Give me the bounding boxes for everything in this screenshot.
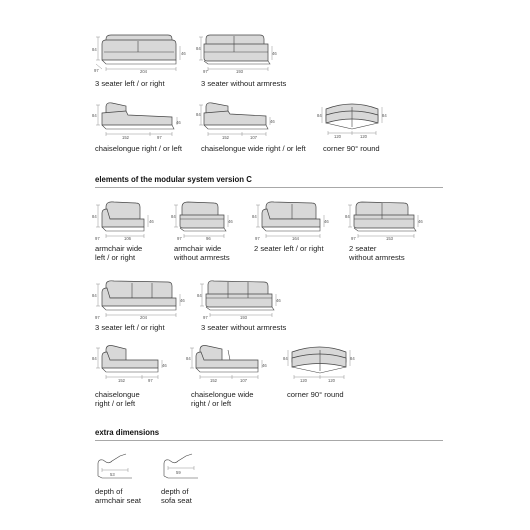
- svg-text:120: 120: [334, 134, 341, 139]
- svg-text:164: 164: [292, 236, 299, 241]
- svg-text:84: 84: [92, 47, 97, 52]
- svg-text:204: 204: [140, 315, 147, 320]
- svg-text:84: 84: [186, 356, 191, 361]
- caption-two-seater-left: 2 seater left / or right: [254, 244, 324, 253]
- svg-text:152: 152: [210, 378, 217, 383]
- svg-text:46: 46: [324, 219, 329, 224]
- svg-text:46: 46: [270, 119, 275, 124]
- svg-text:120: 120: [360, 134, 367, 139]
- svg-text:46: 46: [176, 120, 181, 125]
- svg-text:204: 204: [140, 69, 147, 74]
- svg-text:152: 152: [118, 378, 125, 383]
- svg-text:84: 84: [92, 214, 97, 219]
- three-seater-no-arm-c-drawing: [198, 276, 282, 320]
- svg-text:152: 152: [122, 135, 129, 140]
- svg-text:97: 97: [95, 236, 100, 241]
- caption-armchair-wide: armchair wide left / or right: [95, 244, 143, 263]
- svg-text:46: 46: [262, 363, 267, 368]
- sofa-seat-depth-drawing: [158, 450, 206, 486]
- svg-text:107: 107: [250, 135, 257, 140]
- chaiselongue-right-drawing: [92, 97, 182, 141]
- svg-text:96: 96: [206, 236, 211, 241]
- three-seater-no-arm-drawing: [198, 30, 278, 74]
- svg-text:97: 97: [148, 378, 153, 383]
- svg-text:53: 53: [110, 472, 115, 477]
- svg-text:46: 46: [181, 51, 186, 56]
- svg-text:97: 97: [95, 315, 100, 320]
- svg-text:97: 97: [203, 69, 208, 74]
- svg-text:46: 46: [228, 219, 233, 224]
- svg-text:84: 84: [283, 356, 288, 361]
- caption-chaiselongue-right: chaiselongue right / or left: [95, 144, 182, 153]
- caption-corner-round-c: corner 90° round: [287, 390, 344, 399]
- section-divider-extra: [95, 440, 443, 441]
- two-seater-left-drawing: [252, 197, 330, 241]
- caption-three-seater-no-arm: 3 seater without armrests: [201, 79, 287, 88]
- svg-text:193: 193: [240, 315, 247, 320]
- svg-text:84: 84: [197, 293, 202, 298]
- chaiselongue-c-drawing: [92, 340, 170, 384]
- caption-three-seater-left-c: 3 seater left / or right: [95, 323, 165, 332]
- svg-text:97: 97: [203, 315, 208, 320]
- caption-armchair-no-arm: armchair wide without armrests: [174, 244, 230, 263]
- caption-sofa-seat-depth: depth of sofa seat: [161, 487, 192, 506]
- svg-text:193: 193: [236, 69, 243, 74]
- caption-chaiselongue-wide: chaiselongue wide right / or left: [201, 144, 306, 153]
- caption-armchair-seat-depth: depth of armchair seat: [95, 487, 142, 506]
- svg-text:152: 152: [222, 135, 229, 140]
- svg-text:59: 59: [176, 470, 181, 475]
- svg-text:106: 106: [124, 236, 131, 241]
- svg-text:97: 97: [351, 236, 356, 241]
- armchair-wide-drawing: [92, 197, 156, 241]
- svg-text:97: 97: [94, 68, 99, 73]
- svg-text:46: 46: [180, 298, 185, 303]
- svg-text:84: 84: [350, 356, 355, 361]
- svg-text:97: 97: [177, 236, 182, 241]
- corner-round-c-drawing: [284, 340, 356, 384]
- svg-text:46: 46: [418, 219, 423, 224]
- svg-text:120: 120: [300, 378, 307, 383]
- svg-text:84: 84: [92, 113, 97, 118]
- three-seater-left-c-drawing: [92, 276, 185, 320]
- svg-text:46: 46: [276, 298, 281, 303]
- chaiselongue-wide-drawing: [198, 97, 278, 141]
- svg-text:84: 84: [92, 356, 97, 361]
- svg-text:84: 84: [382, 113, 387, 118]
- svg-text:84: 84: [92, 293, 97, 298]
- armchair-no-arm-drawing: [172, 197, 236, 241]
- svg-text:97: 97: [255, 236, 260, 241]
- caption-three-seater-no-arm-c: 3 seater without armrests: [201, 323, 287, 332]
- caption-three-seater-left: 3 seater left / or right: [95, 79, 165, 88]
- armchair-seat-depth-drawing: [92, 450, 140, 486]
- three-seater-left-drawing: [92, 30, 186, 74]
- svg-text:84: 84: [252, 214, 257, 219]
- section-divider: [95, 187, 443, 188]
- caption-corner-round: corner 90° round: [323, 144, 380, 153]
- svg-text:84: 84: [196, 112, 201, 117]
- svg-text:84: 84: [317, 113, 322, 118]
- caption-chaiselongue-c: chaiselongue right / or left: [95, 390, 140, 409]
- svg-text:46: 46: [162, 363, 167, 368]
- svg-text:84: 84: [345, 214, 350, 219]
- svg-text:97: 97: [157, 135, 162, 140]
- svg-text:84: 84: [196, 46, 201, 51]
- svg-text:84: 84: [171, 214, 176, 219]
- two-seater-no-arm-drawing: [346, 197, 426, 241]
- corner-round-drawing: [318, 97, 388, 141]
- svg-text:120: 120: [328, 378, 335, 383]
- caption-two-seater-no-arm: 2 seater without armrests: [349, 244, 405, 263]
- caption-chaiselongue-wide-c: chaiselongue wide right / or left: [191, 390, 254, 409]
- svg-text:46: 46: [272, 51, 277, 56]
- chaiselongue-wide-c-drawing: [188, 340, 268, 384]
- svg-text:46: 46: [149, 219, 154, 224]
- svg-text:153: 153: [386, 236, 393, 241]
- section-title-version-c: elements of the modular system version C: [95, 175, 252, 184]
- svg-text:107: 107: [240, 378, 247, 383]
- section-title-extra: extra dimensions: [95, 428, 160, 437]
